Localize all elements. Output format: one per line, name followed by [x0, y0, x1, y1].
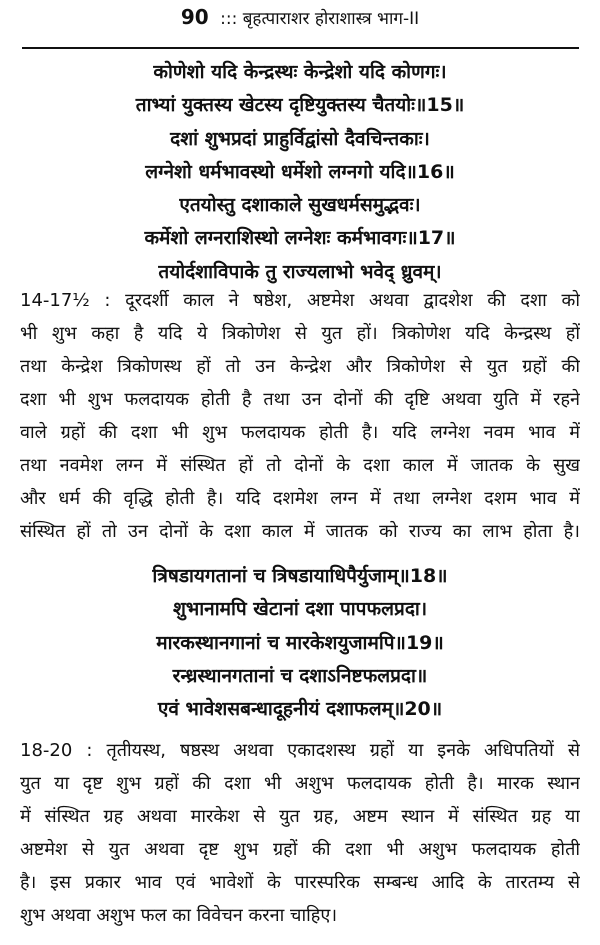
- commentary-line: भी शुभ कहा है यदि ये त्रिकोणेश से युत हों। त्रिकोणेश यदि केन्द्रस्थ हों: [20, 323, 580, 344]
- commentary-line: अष्टमेश से युत अथवा दृष्ट शुभ ग्रहों की दशा भी अशुभ फलदायक होती: [20, 839, 580, 860]
- commentary-line: युत या दृष्ट शुभ ग्रहों की दशा भी अशुभ फलदायक होती है। मारक स्थान: [20, 773, 580, 794]
- commentary-line: तथा नवमेश लग्न में संस्थित हों तो दोनों के दशा काल में जातक के सुख: [20, 455, 580, 476]
- verse-line: एतयोस्तु दशाकाले सुखधर्मसमुद्भवः।: [179, 194, 421, 217]
- commentary-line: संस्थित हों तो उन दोनों के दशा काल में जातक को राज्य का लाभ होता है।: [20, 521, 580, 542]
- page-number: 90: [180, 5, 209, 29]
- verse-line: तयोर्दशाविपाके तु राज्यलाभो भवेद् ध्रुवम्।: [158, 260, 442, 283]
- verse-line: मारकस्थानगानां च मारकेशयुजामपि॥19॥: [156, 631, 444, 654]
- commentary-line: शुभ अथवा अशुभ फल का विवेचन करना चाहिए।: [20, 905, 338, 926]
- commentary-line: तथा केन्द्रेश त्रिकोणस्थ हों तो उन केन्द्रेश और त्रिकोणेश से युत ग्रहों की: [20, 356, 580, 377]
- verse-line: शुभानामपि खेटानां दशा पापफलप्रदा।: [172, 598, 428, 621]
- verse-line: लग्नेशो धर्मभावस्थो धर्मेशो लग्नगो यदि॥16॥: [145, 160, 455, 183]
- verse-line: दशां शुभप्रदां प्राहुर्विद्वांसो दैवचिन्तकाः।: [170, 127, 430, 150]
- commentary-line: और धर्म की वृद्धि होती है। यदि दशमेश लग्न में तथा लग्नेश दशम भाव में: [20, 488, 580, 509]
- verse-line: कर्मेशो लग्नराशिस्थो लग्नेशः कर्मभावगः॥17॥: [144, 227, 456, 250]
- verse-line: ताभ्यां युक्तस्य खेटस्य दृष्टियुक्तस्य चैतयोः॥15॥: [135, 94, 465, 117]
- commentary-18-20: [20, 734, 580, 932]
- verses-14-17: [0, 56, 600, 289]
- commentary-line: 14-17½ : दूरदर्शी काल ने षष्ठेश, अष्टमेश अथवा द्वादशेश की दशा को: [20, 290, 580, 311]
- commentary-line: में संस्थित ग्रह अथवा मारकेश से युत ग्रह, अष्टम स्थान में संस्थित ग्रह या: [20, 806, 580, 827]
- header-separator: :::: [220, 9, 238, 29]
- verse-line: रन्ध्रस्थानगतानां च दशाऽनिष्टफलप्रदा॥: [172, 664, 428, 687]
- verse-line: कोणेशो यदि केन्द्रस्थः केन्द्रेशो यदि कोणगः।: [153, 61, 447, 83]
- running-header: [0, 2, 600, 34]
- book-title: बृहत्पाराशर होराशास्त्र भाग-II: [242, 9, 420, 29]
- verses-18-20: [0, 560, 600, 726]
- commentary-line: दशा भी शुभ फलदायक होती है तथा उन दोनों की दृष्टि अथवा युति में रहने: [20, 389, 580, 410]
- commentary-line: है। इस प्रकार भाव एवं भावेशों के पारस्परिक सम्बन्ध आदि के तारतम्य से: [20, 872, 580, 893]
- verse-line: एवं भावेशसबन्धादूहनीयं दशाफलम्॥20॥: [157, 698, 443, 721]
- commentary-line: वाले ग्रहों की दशा भी शुभ फलदायक होती है। यदि लग्नेश नवम भाव में: [20, 422, 580, 443]
- header-rule: [22, 47, 579, 49]
- verse-line: त्रिषडायगतानां च त्रिषडायाधिपैर्युजाम्॥18॥: [152, 565, 448, 587]
- commentary-line: 18-20 : तृतीयस्थ, षष्ठस्थ अथवा एकादशस्थ ग्रहों या इनके अधिपतियों से: [20, 740, 580, 761]
- commentary-14-17: [20, 284, 580, 548]
